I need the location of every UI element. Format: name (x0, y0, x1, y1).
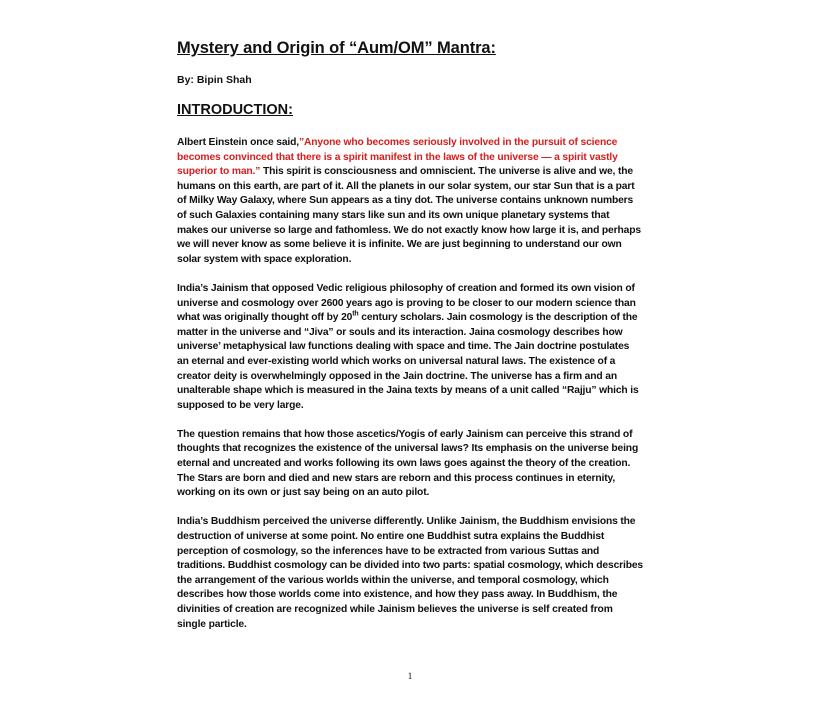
paragraph-einstein-lead: Albert Einstein once said, (177, 137, 299, 148)
author-byline: By: Bipin Shah (177, 74, 252, 86)
paragraph-buddhism: India’s Buddhism perceived the universe differently. Unlike Jainism, the Buddhism envisions the destruction of universe at some point. No entire one Buddhist sutra explains the Buddhist perception of cosmology, so the inferences have to be extracted from various Suttas and traditions. Buddhist cosmology can be divided into two parts: spatial cosmology, which describes the arrangement of the various worlds within the universe, and temporal cosmology, which describes how those worlds come into existence, and how they pass away. In Buddhism, the divinities of creation are recognized while Jainism believes the universe is self created from single particle. (177, 516, 644, 630)
paragraph-jainism (177, 282, 643, 413)
page-number: 1 (407, 672, 413, 682)
paragraph-einstein (177, 136, 643, 267)
superscript-th: th (352, 310, 359, 318)
paragraph-ascetics: The question remains that how those ascetics/Yogis of early Jainism can perceive this strand of thoughts that recognizes the existence of the universal laws? Its emphasis on the universe being eternal and uncreated and works following its own laws goes against the theory of the creation. The Stars are born and died and new stars are reborn and this process continues in eternity, working on its own or just say being on an auto pilot. (177, 428, 639, 499)
paragraph-jainism-part1: India’s Jainism that opposed Vedic religious philosophy of creation and formed its own vision of universe and cosmology over 2600 years ago is proving to be closer to our modern science than what was originally thought off by 20 (177, 282, 636, 324)
document-title: Mystery and Origin of “Aum/OM” Mantra: (177, 39, 496, 57)
einstein-quote: ”Anyone who becomes seriously involved in the pursuit of science becomes convinced that there is a spirit manifest in the laws of the universe — a spirit vastly superior to man.” (177, 137, 618, 178)
paragraph-jainism-part2: century scholars. Jain cosmology is the description of the matter in the universe and “Jiva” or souls and its interaction. Jaina cosmology describes how universe’ metaphysical law functions dealing with space and time. The Jain doctrine postulates an eternal and ever-existing world which works on universal natural laws. The existence of a creator deity is overwhelmingly opposed in the Jain doctrine. The universe has a firm and an unalterable shape which is measured in the Jaina texts by means of a unit called “Rajju” which is supposed to be very large. (177, 312, 639, 411)
section-heading-introduction: INTRODUCTION: (177, 102, 293, 118)
paragraph-einstein-rest: This spirit is consciousness and omniscient. The universe is alive and we, the humans on this earth, are part of it. All the planets in our solar system, our star Sun that is a part of Milky Way Galaxy, where Sun appears as a tiny dot. The universe contains unknown numbers of such Galaxies containing many stars like sun and its own unique planetary systems that makes our universe so large and fathomless. We do not exactly know how large it is, and perhaps we will never know as some believe it is infinite. We are just beginning to understand our own solar system with space exploration. (177, 166, 641, 265)
document-body (177, 38, 643, 632)
